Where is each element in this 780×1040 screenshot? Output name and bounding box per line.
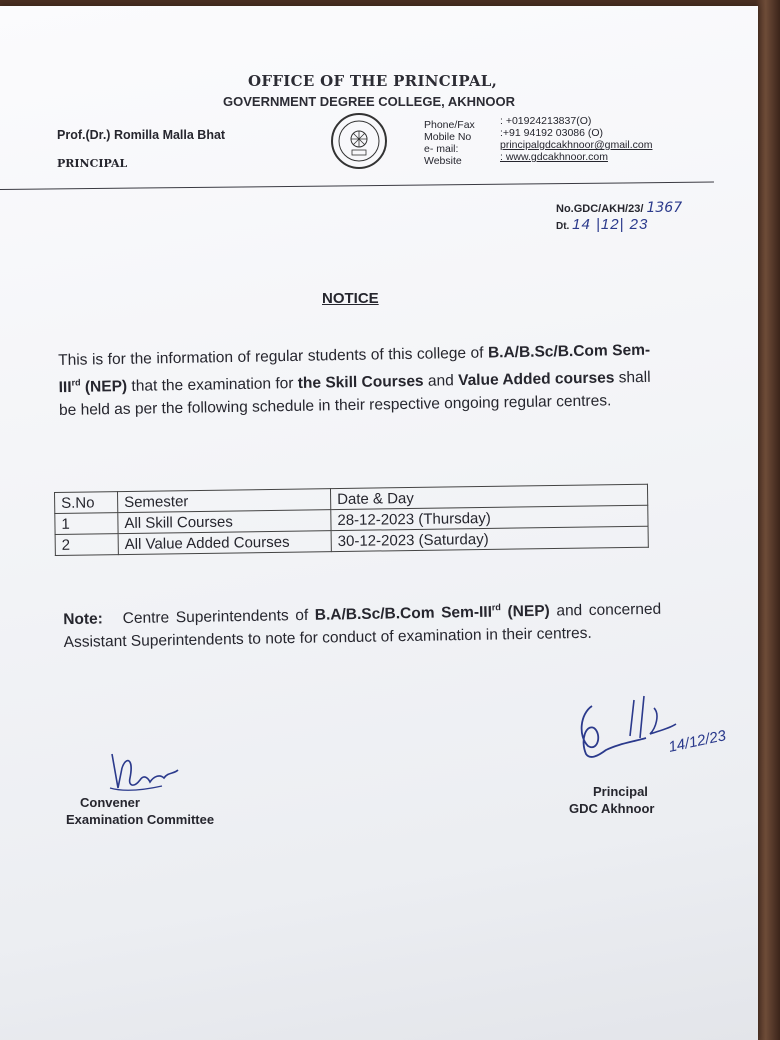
note-text: Centre Superintendents of [122, 606, 315, 628]
document-page [0, 6, 758, 1040]
para-text: and [423, 372, 459, 390]
principal-signature [572, 694, 682, 770]
reference-number [556, 200, 682, 216]
notice-paragraph [58, 339, 651, 422]
contact-labels [424, 119, 475, 167]
mobile-label: Mobile No [424, 131, 472, 143]
note-paragraph [63, 594, 662, 655]
website-value: : www.gdcakhnoor.com [500, 151, 608, 163]
para-bold-nep: (NEP) [80, 377, 128, 396]
email-label: e- mail: [424, 143, 459, 155]
principal-sign-label: Principal [593, 784, 648, 799]
header-semester: Semester [118, 489, 331, 513]
website-label: Website [424, 155, 462, 167]
reference-date [556, 216, 648, 233]
header-date-day: Date & Day [330, 484, 647, 509]
row-semester: All Value Added Courses [118, 531, 331, 555]
background-edge-right [756, 0, 780, 1040]
para-text: This is for the information of regular students of this college of [58, 344, 489, 369]
principal-signature-date: 14/12/23 [666, 727, 728, 756]
row-date-day: 28-12-2023 (Thursday) [331, 505, 648, 530]
college-seal-icon [330, 112, 388, 170]
note-text: and concerned Assistant Superintendents to note for conduct of examination in their centres. [63, 600, 662, 652]
date-label: Dt. [556, 221, 570, 232]
header-sno: S.No [55, 492, 118, 514]
row-sno: 1 [55, 513, 118, 535]
office-title: OFFICE OF THE PRINCIPAL, [248, 72, 498, 90]
row-sno: 2 [55, 534, 118, 556]
handwritten-date: 14 |12| 23 [572, 216, 649, 233]
principal-name: Prof.(Dr.) Romilla Malla Bhat [57, 128, 226, 142]
para-text: shall be held as per the following schedule in their respective ongoing regular centres. [58, 368, 651, 420]
row-date-day: 30-12-2023 (Saturday) [331, 526, 648, 551]
reference-prefix: No.GDC/AKH/23/ [556, 203, 644, 215]
row-semester: All Skill Courses [118, 510, 331, 534]
para-sup: rd [71, 377, 81, 388]
committee-label: Examination Committee [66, 812, 215, 827]
note-label: Note: [63, 610, 104, 629]
principal-designation: PRINCIPAL [57, 157, 128, 170]
convener-signature [104, 748, 184, 796]
schedule-table [54, 484, 649, 556]
contact-values [500, 115, 652, 163]
note-bold-course: B.A/B.Sc/B.Com Sem-III [314, 603, 493, 624]
college-name: GOVERNMENT DEGREE COLLEGE, AKHNOOR [223, 94, 516, 109]
notice-title: NOTICE [322, 290, 379, 307]
note-sup: rd [491, 602, 501, 613]
phone-value: : +01924213837(O) [500, 115, 592, 127]
mobile-value: :+91 94192 03086 (O) [500, 127, 604, 139]
phone-label: Phone/Fax [424, 119, 475, 131]
para-bold-value-added: Value Added courses [457, 369, 615, 390]
para-bold-course: B.A/B.Sc/B.Com Sem-III [58, 341, 651, 397]
para-bold-skill: the Skill Courses [297, 372, 424, 392]
convener-label: Convener [80, 795, 140, 810]
note-bold-nep: (NEP) [500, 602, 550, 621]
college-sign-label: GDC Akhnoor [569, 801, 655, 816]
header-divider [0, 182, 714, 190]
email-value: principalgdcakhnoor@gmail.com [500, 139, 653, 151]
para-text: that the examination for [126, 374, 298, 395]
reference-handwritten-number: 1367 [646, 200, 683, 216]
